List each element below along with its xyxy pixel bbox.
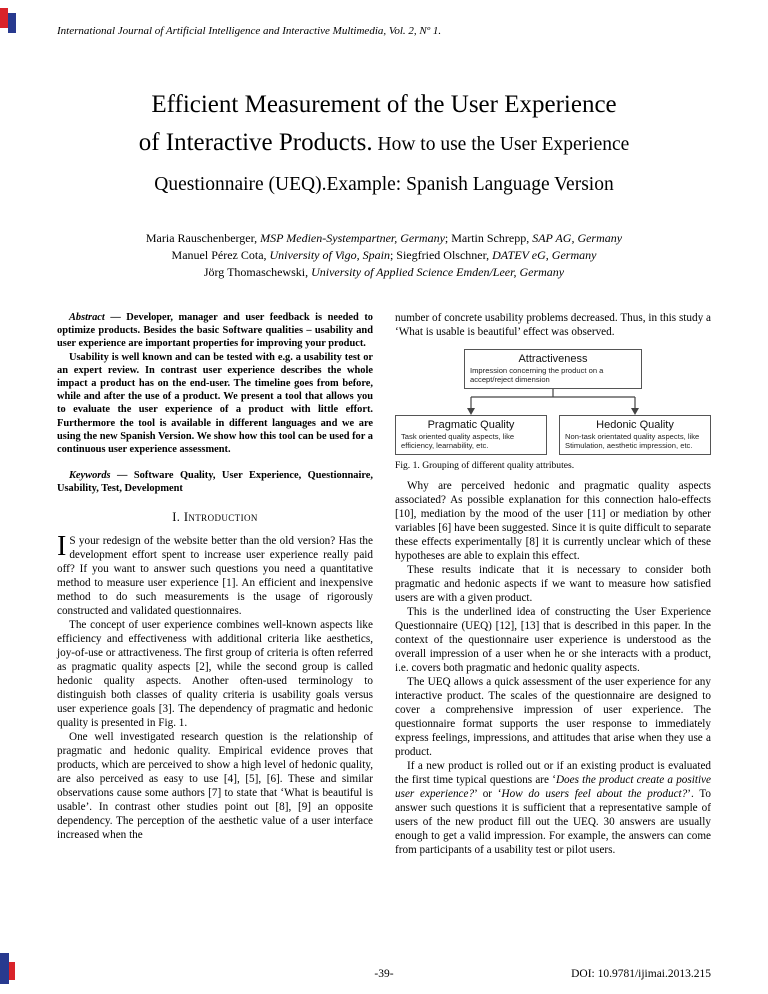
corner-mark-blue-top [8,13,16,33]
pragmatic-quality-box [395,415,547,455]
pragmatic-quality-title: Pragmatic Quality [427,419,515,431]
body-paragraph: Why are perceived hedonic and pragmatic quality aspects associated? As possible explanation for this connection halo-effects [10], mediation by the mood of the user [11] or mediation by other variables [6] have been suggested. Since it is quite difficult to separate these effects experimentally [8] it is currently unclear which of these hypotheses are able to explain this effect. [395,480,711,562]
intro-paragraph-1 [57,530,373,618]
author-name: ; Siegfried Olschner, [389,248,493,262]
title-line-2-small: How to use the User Experience [372,134,630,155]
abstract-paragraph-1 [57,311,373,351]
body-paragraph: The UEQ allows a quick assessment of the user experience for any interactive product. The scales of the questionnaire are designed to cover a comprehensive impression of user experience. The questionnaire format supports the user response to immediately express feelings, impressions, and attitudes that arise when they use a product. [395,676,711,758]
body-paragraph [395,759,711,857]
quality-boxes-row [395,415,711,455]
author-name: ; Martin Schrepp, [444,231,533,245]
paper-title [48,84,720,202]
attractiveness-box [464,349,642,389]
author-affiliation: DATEV eG, Germany [492,248,597,262]
author-affiliation: University of Vigo, Spain [269,248,390,262]
abstract-text: — Developer, manager and user feedback is needed to optimize products. Besides the basic Software qualities – usability and user experience are important properties for improving your product. [57,312,373,350]
page-number: -39- [374,968,394,980]
two-column-body [57,311,711,857]
author-line-3 [0,264,768,281]
author-affiliation: University of Applied Science Emden/Leer, Germany [311,265,565,279]
author-line-1 [0,230,768,247]
intro-paragraph-2: The concept of user experience combines well-known aspects like efficiency and effectiveness with additional criteria like aesthetics, joy-of-use or attractiveness. The first group of criteria is often referred as pragmatic quality aspects [2], while the second group is called hedonic quality aspects. Another often-used terminology to distinguish both classes of quality criteria is usability goals versus user experience goals [3]. The dependency of pragmatic and hedonic quality is presented in Fig. 1. [57,618,373,729]
hedonic-quality-title: Hedonic Quality [596,419,674,431]
author-affiliation: MSP Medien-Systempartner, Germany [260,231,445,245]
keywords-label: Keywords [69,470,111,482]
paragraph-segment: ’ or ‘ [474,788,502,800]
right-column [395,311,711,857]
abstract-label: Abstract [69,312,105,323]
body-paragraph: This is the underlined idea of constructing the User Experience Questionnaire (UEQ) [12], [13] that is described in this paper. In the context of the questionnaire user experience is understood as the overall impression of a user when he or she interacts with a product, i.e. covers both pragmatic and hedonic quality aspects. [395,606,711,674]
quoted-question: Does the product create a positive user experience? [395,774,711,800]
author-block [0,230,768,281]
attractiveness-box-title: Attractiveness [518,353,588,365]
paragraph-segment: ’. To answer such questions it is sufficient that a representative sample of users of the new product fill out the UEQ. 30 answers are usually enough to get a valid impression. For example, the answers can come from participants of a usability test or pilot users. [395,788,711,856]
author-name: Jörg Thomaschewski, [203,265,312,279]
abstract-paragraph-2: Usability is well known and can be tested with e.g. a usability test or an expert review. In contrast user experience describes the whole impact a product has on the end-user. The timeline goes from before, while and after the use of a product. We present a tool that allows you to evaluate the user experience of a product with little effort. Furthermore the tool is available in different languages and we are using the new Spanish Version. We show how this tool can be used for a continuous user experience assessment. [57,351,373,456]
attractiveness-box-subtitle: Impression concerning the product on a accept/reject dimension [470,366,604,384]
author-name: Manuel Pérez Cota, [171,248,270,262]
corner-mark-red-bottom [9,962,15,980]
quoted-question: How do users feel about the product? [501,788,688,800]
corner-mark-blue-bottom [0,953,9,984]
connector-arrows [395,389,711,415]
title-line-3: Questionnaire (UEQ).Example: Spanish Language Version [154,174,614,195]
pragmatic-quality-subtitle: Task oriented quality aspects, like efficiency, learnability, etc. [401,432,515,450]
paragraph-segment: If a new product is rolled out or if an existing product is evaluated the first time typical questions are ‘ [395,760,711,786]
intro-paragraph-1-text: S your redesign of the website better than the old version? Has the development effort spent to increase user experience really paid off? If you want to answer such questions you need a quantitative method to measure user experience [1]. An efficient and inexpensive method to do such measurements is the usage of rigorously constructed and validated questionnaires. [57,534,373,617]
author-name: Maria Rauschenberger, [145,231,261,245]
figure-1-caption: Fig. 1. Grouping of different quality attributes. [395,460,575,471]
drop-cap: I [57,530,67,562]
body-paragraph: These results indicate that it is necessary to consider both pragmatic and hedonic aspects if we want to measure how satisfied users are with a given product. [395,564,711,604]
keywords-paragraph [57,469,373,495]
left-column [57,311,373,857]
hedonic-quality-subtitle: Non-task orientated quality aspects, like Stimulation, aesthetic impression, etc. [565,432,700,450]
hedonic-quality-box [559,415,711,455]
intro-paragraph-3: One well investigated research question is the relationship of pragmatic and hedonic quality. Empirical evidence proves that products, which are perceived to show a high level of hedonic quality, are also perceived as easy to use [4], [5], [6]. These and similar observations cause some authors [7] to state that ‘What is beautiful is usable’. In contrast other studies point out [8], [9] an opposite dependency. The perception of the aesthetic value of a user interface increased when the [57,730,373,841]
keywords-text: — Software Quality, User Experience, Questionnaire, Usability, Test, Development [57,470,373,495]
figure-1 [395,349,711,471]
author-affiliation: SAP AG, Germany [532,231,623,245]
author-line-2 [0,247,768,264]
body-paragraph-continuation: number of concrete usability problems decreased. Thus, in this study a ‘What is usable is beautiful’ effect was observed. [395,312,711,338]
section-heading-introduction: I. Introduction [172,509,258,524]
corner-mark-red-top [0,8,8,28]
title-line-1: Efficient Measurement of the User Experience [151,91,617,118]
title-line-2-large: of Interactive Products. [138,129,373,156]
doi: DOI: 10.9781/ijimai.2013.215 [571,968,711,980]
journal-header: International Journal of Artificial Intelligence and Interactive Multimedia, Vol. 2, Nº 1. [57,25,442,37]
